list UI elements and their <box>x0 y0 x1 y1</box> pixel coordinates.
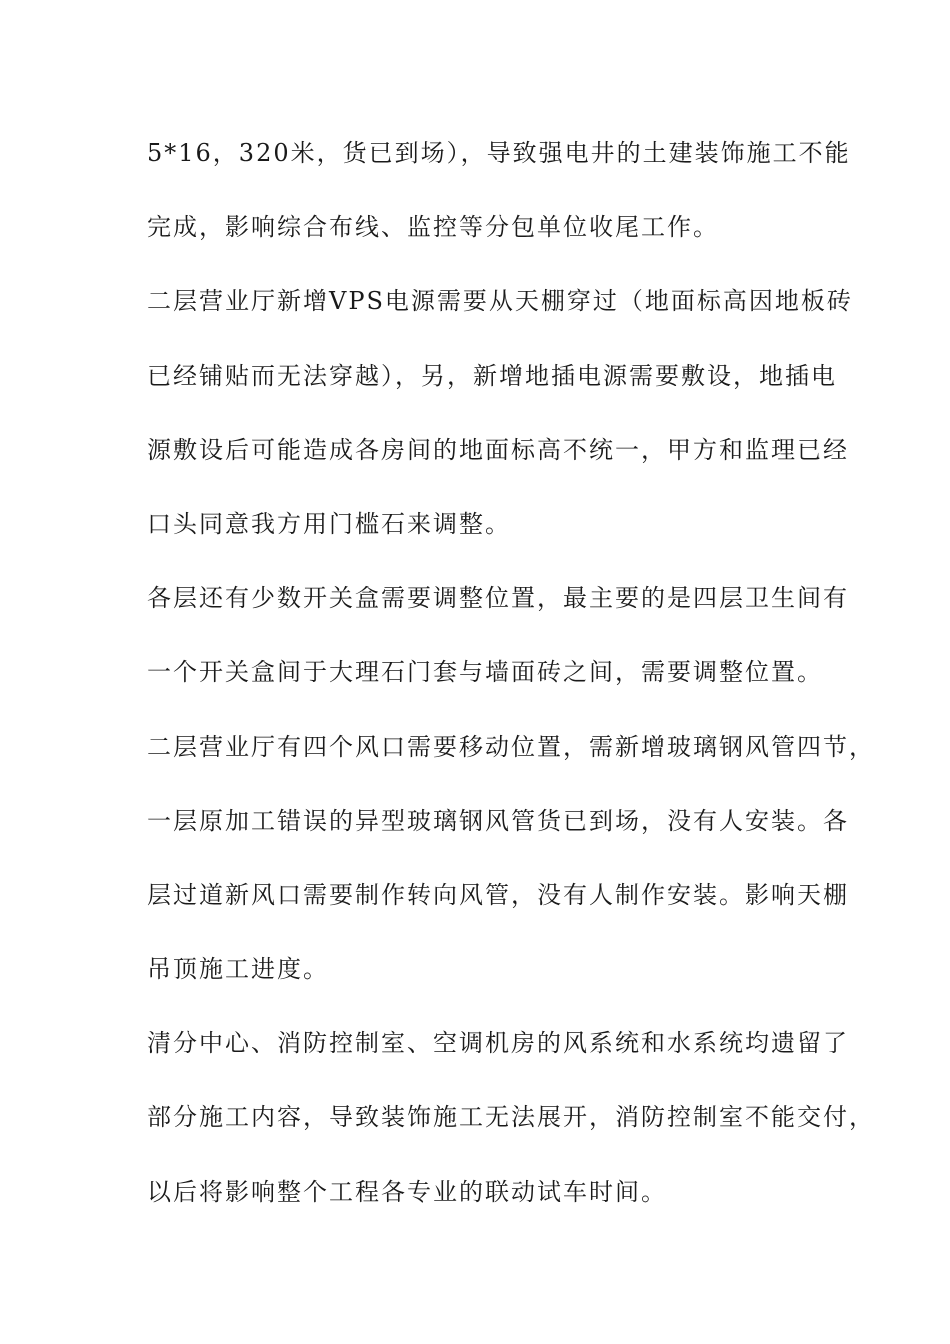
text-line: 二层营业厅有四个风口需要移动位置，需新增玻璃钢风管四节， <box>147 732 875 761</box>
text-line: 已经铺贴而无法穿越），另，新增地插电源需要敷设，地插电 <box>147 361 837 390</box>
body-text <box>147 131 875 1244</box>
text-line: 吊顶施工进度。 <box>147 955 329 984</box>
text-line: 口头同意我方用门槛石来调整。 <box>147 509 511 538</box>
text-line: 一层原加工错误的异型玻璃钢风管货已到场，没有人安装。各 <box>147 806 849 835</box>
text-line: 完成，影响综合布线、监控等分包单位收尾工作。 <box>147 213 719 242</box>
text-line: 清分中心、消防控制室、空调机房的风系统和水系统均遗留了 <box>147 1029 849 1058</box>
text-line: 层过道新风口需要制作转向风管，没有人制作安装。影响天棚 <box>147 880 849 909</box>
text-line: 一个开关盒间于大理石门套与墙面砖之间，需要调整位置。 <box>147 658 823 687</box>
text-line: 5*16，320米，货已到场），导致强电井的土建装饰施工不能 <box>147 139 851 167</box>
text-line: 以后将影响整个工程各专业的联动试车时间。 <box>147 1177 667 1206</box>
text-line: 源敷设后可能造成各房间的地面标高不统一，甲方和监理已经 <box>147 435 849 464</box>
text-line: 二层营业厅新增VPS电源需要从天棚穿过（地面标高因地板砖 <box>147 287 853 316</box>
text-line: 各层还有少数开关盒需要调整位置，最主要的是四层卫生间有 <box>147 584 849 613</box>
text-line: 部分施工内容，导致装饰施工无法展开，消防控制室不能交付， <box>147 1103 875 1132</box>
